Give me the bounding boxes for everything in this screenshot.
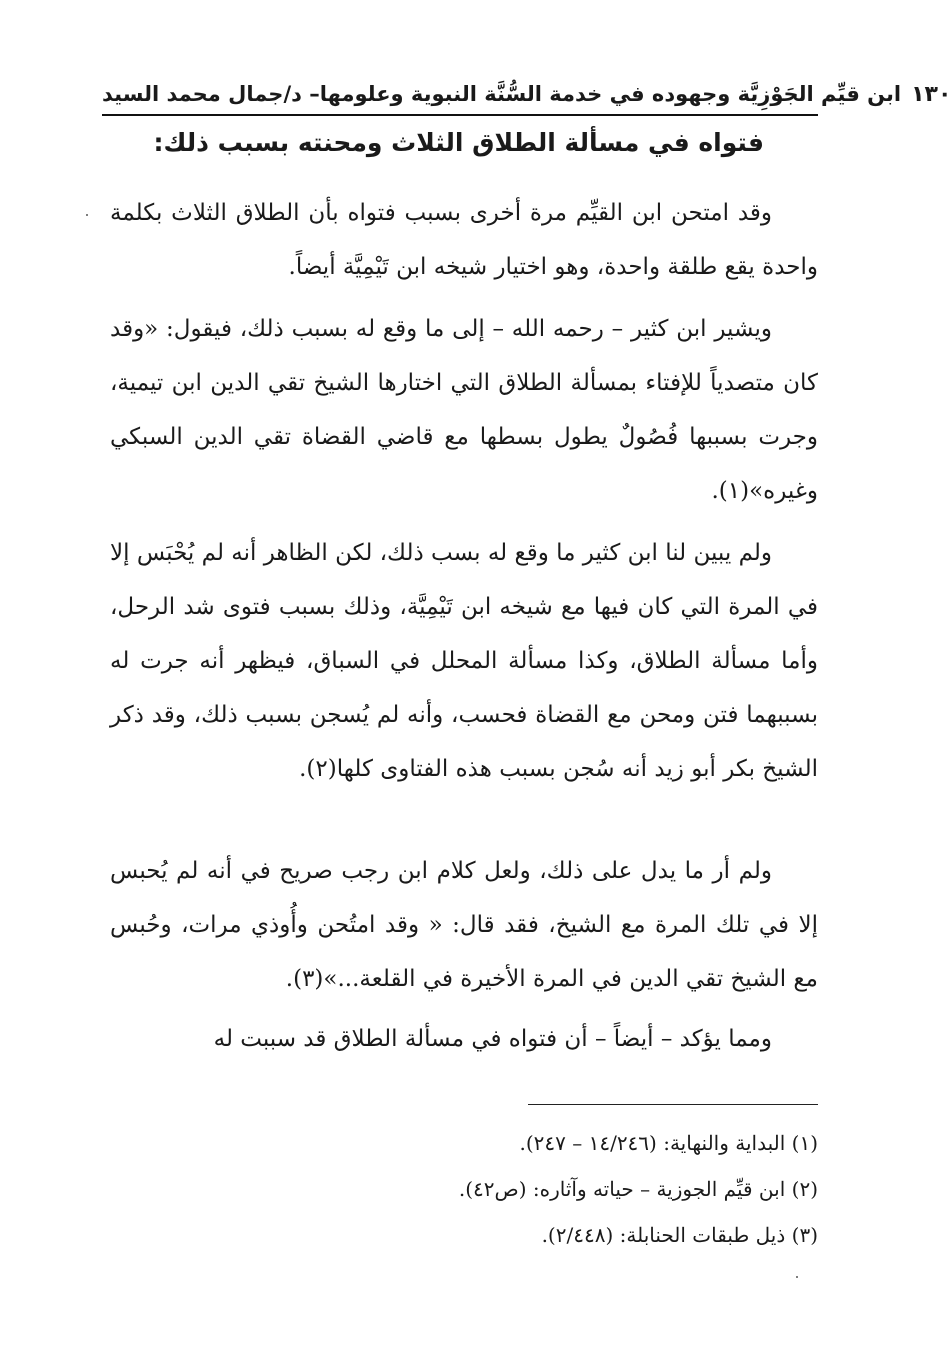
paragraph-block-5: [110, 1012, 818, 1066]
scan-speck: [796, 1276, 798, 1278]
section-heading: فتواه في مسألة الطلاق الثلاث ومحنته بسبب ذلك:: [153, 128, 764, 157]
paragraph-block-4: [110, 844, 818, 1006]
header-title: ابن قيِّم الجَوْزِيَّة وجهوده في خدمة السُّنَّة النبوية وعلومها– د/جمال محمد السيد: [102, 82, 902, 106]
paragraph: ويشير ابن كثير – رحمه الله – إلى ما وقع له بسبب ذلك، فيقول: «وقد كان متصدياً للإفتاء بمسألة الطلاق التي اختارها الشيخ تقي الدين ابن تيمية، وجرت بسببها فُصُولٌ يطول بسطها مع قاضي القضاة تقي الدين السبكي وغيره»(١).: [110, 316, 818, 504]
running-header: [102, 74, 951, 116]
footnote: (١) البداية والنهاية: (١٤/٢٤٦ – ٢٤٧).: [519, 1131, 818, 1155]
paragraph: ومما يؤكد – أيضاً – أن فتواه في مسألة الطلاق قد سببت له: [213, 1026, 772, 1052]
page-number: ١٣٠: [911, 81, 951, 107]
paragraph: وقد امتحن ابن القيِّم مرة أخرى بسبب فتواه بأن الطلاق الثلاث بكلمة واحدة يقع طلقة واحدة، وهو اختيار شيخه ابن تَيْمِيَّة أيضاً.: [110, 200, 818, 280]
footnote: (٢) ابن قيِّم الجوزية – حياته وآثاره: (ص٤٢).: [458, 1177, 818, 1201]
paragraph-block-3: [110, 526, 818, 796]
footnotes: [118, 1120, 818, 1258]
paragraph: ولم أر ما يدل على ذلك، ولعل كلام ابن رجب صريح في أنه لم يُحبس إلا في تلك المرة مع الشيخ، فقد قال: « وقد امتُحن وأُوذي مرات، وحُبس مع الشيخ تقي الدين في المرة الأخيرة في القلعة...»(٣).: [110, 858, 818, 992]
footnote-separator: [528, 1104, 818, 1105]
footnote: (٣) ذيل طبقات الحنابلة: (٢/٤٤٨).: [541, 1223, 818, 1247]
paragraph: ولم يبين لنا ابن كثير ما وقع له بسب ذلك، لكن الظاهر أنه لم يُحْبَس إلا في المرة التي كان فيها مع شيخه ابن تَيْمِيَّة، وذلك بسبب فتوى شد الرحل، وأما مسألة الطلاق، وكذا مسألة المحلل في السباق، فيظهر أنه جرت له بسببهما فتن ومحن مع القضاة فحسب، وأنه لم يُسجن بسبب ذلك، وقد ذكر الشيخ بكر أبو زيد أنه سُجن بسبب هذه الفتاوى كلها(٢).: [110, 540, 818, 782]
scan-speck: [86, 214, 88, 216]
paragraph-block-1: [110, 186, 818, 294]
paragraph-block-2: [110, 302, 818, 518]
